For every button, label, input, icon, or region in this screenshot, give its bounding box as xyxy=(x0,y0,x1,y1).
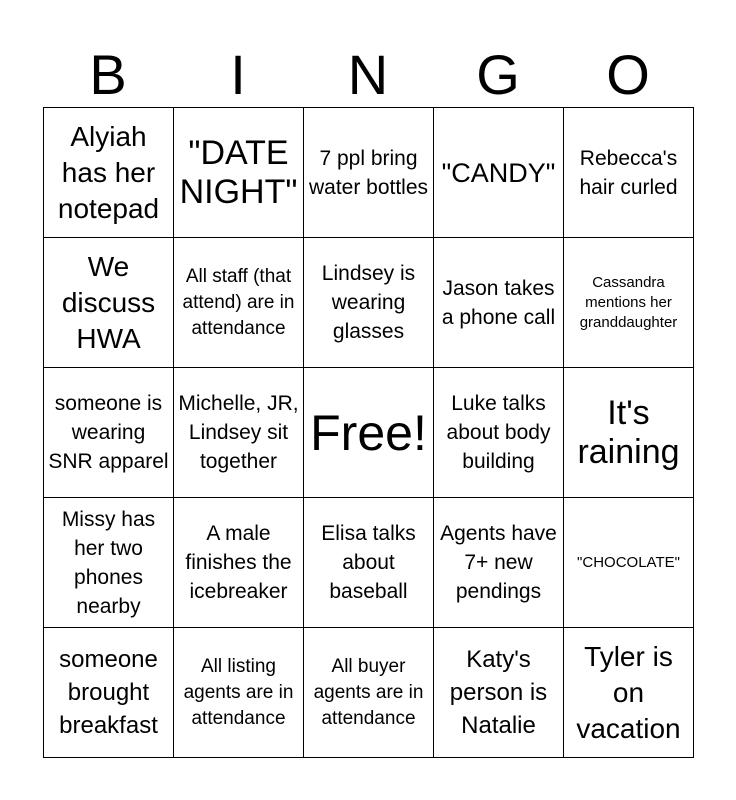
free-space[interactable] xyxy=(304,368,434,498)
cell-text: Katy's person is Natalie xyxy=(449,646,548,739)
cell-text: All listing agents are in attendance xyxy=(183,655,294,729)
bingo-cell[interactable] xyxy=(44,498,174,628)
cell-text: Alyiah has her notepad xyxy=(57,120,160,224)
header-letter-n: N xyxy=(347,43,389,106)
bingo-cell[interactable] xyxy=(174,628,304,758)
cell-text: "DATE NIGHT" xyxy=(179,133,298,211)
bingo-cell[interactable] xyxy=(434,108,564,238)
cell-text: someone is wearing SNR apparel xyxy=(48,392,169,473)
bingo-cell[interactable] xyxy=(304,108,434,238)
cell-text: Elisa talks about baseball xyxy=(321,522,416,603)
bingo-cell[interactable] xyxy=(174,368,304,498)
cell-text: "CANDY" xyxy=(441,157,556,188)
bingo-cell[interactable] xyxy=(434,238,564,368)
cell-text: "CHOCOLATE" xyxy=(577,553,680,571)
header-letter-o: O xyxy=(606,43,650,106)
cell-text: 7 ppl bring water bottles xyxy=(308,146,429,199)
bingo-cell[interactable] xyxy=(564,238,694,368)
bingo-cell[interactable] xyxy=(564,368,694,498)
cell-text: Missy has her two phones nearby xyxy=(61,507,156,618)
cell-text: Michelle, JR, Lindsey sit together xyxy=(178,392,299,473)
bingo-cell[interactable] xyxy=(304,498,434,628)
cell-text: Jason takes a phone call xyxy=(441,276,556,329)
bingo-card xyxy=(43,107,694,758)
bingo-cell[interactable] xyxy=(174,498,304,628)
cell-text: someone brought breakfast xyxy=(59,646,158,739)
cell-text: Rebecca's hair curled xyxy=(579,146,678,199)
bingo-cell[interactable] xyxy=(44,108,174,238)
bingo-cell[interactable] xyxy=(564,628,694,758)
bingo-cell[interactable] xyxy=(44,628,174,758)
cell-text: Free! xyxy=(310,404,427,461)
cell-text: A male finishes the icebreaker xyxy=(185,522,292,603)
bingo-cell[interactable] xyxy=(304,238,434,368)
cell-text: Agents have 7+ new pendings xyxy=(440,522,557,603)
bingo-cell[interactable] xyxy=(434,628,564,758)
cell-text: We discuss HWA xyxy=(61,250,156,354)
cell-text: Lindsey is wearing glasses xyxy=(321,262,416,343)
bingo-cell[interactable] xyxy=(564,108,694,238)
cell-text: Luke talks about body building xyxy=(446,392,551,473)
header-letter-g: G xyxy=(476,43,520,106)
header-letter-b: B xyxy=(89,43,127,106)
cell-text: Cassandra mentions her granddaughter xyxy=(579,273,678,331)
cell-text: It's raining xyxy=(577,393,680,471)
header-letter-i: I xyxy=(230,43,246,106)
bingo-cell[interactable] xyxy=(564,498,694,628)
bingo-cell[interactable] xyxy=(174,108,304,238)
bingo-cell[interactable] xyxy=(44,368,174,498)
bingo-header xyxy=(43,42,693,108)
bingo-cell[interactable] xyxy=(434,368,564,498)
bingo-cell[interactable] xyxy=(304,628,434,758)
cell-text: All staff (that attend) are in attendance xyxy=(182,265,295,339)
cell-text: Tyler is on vacation xyxy=(576,640,681,744)
bingo-cell[interactable] xyxy=(434,498,564,628)
bingo-cell[interactable] xyxy=(174,238,304,368)
bingo-cell[interactable] xyxy=(44,238,174,368)
cell-text: All buyer agents are in attendance xyxy=(313,655,424,729)
